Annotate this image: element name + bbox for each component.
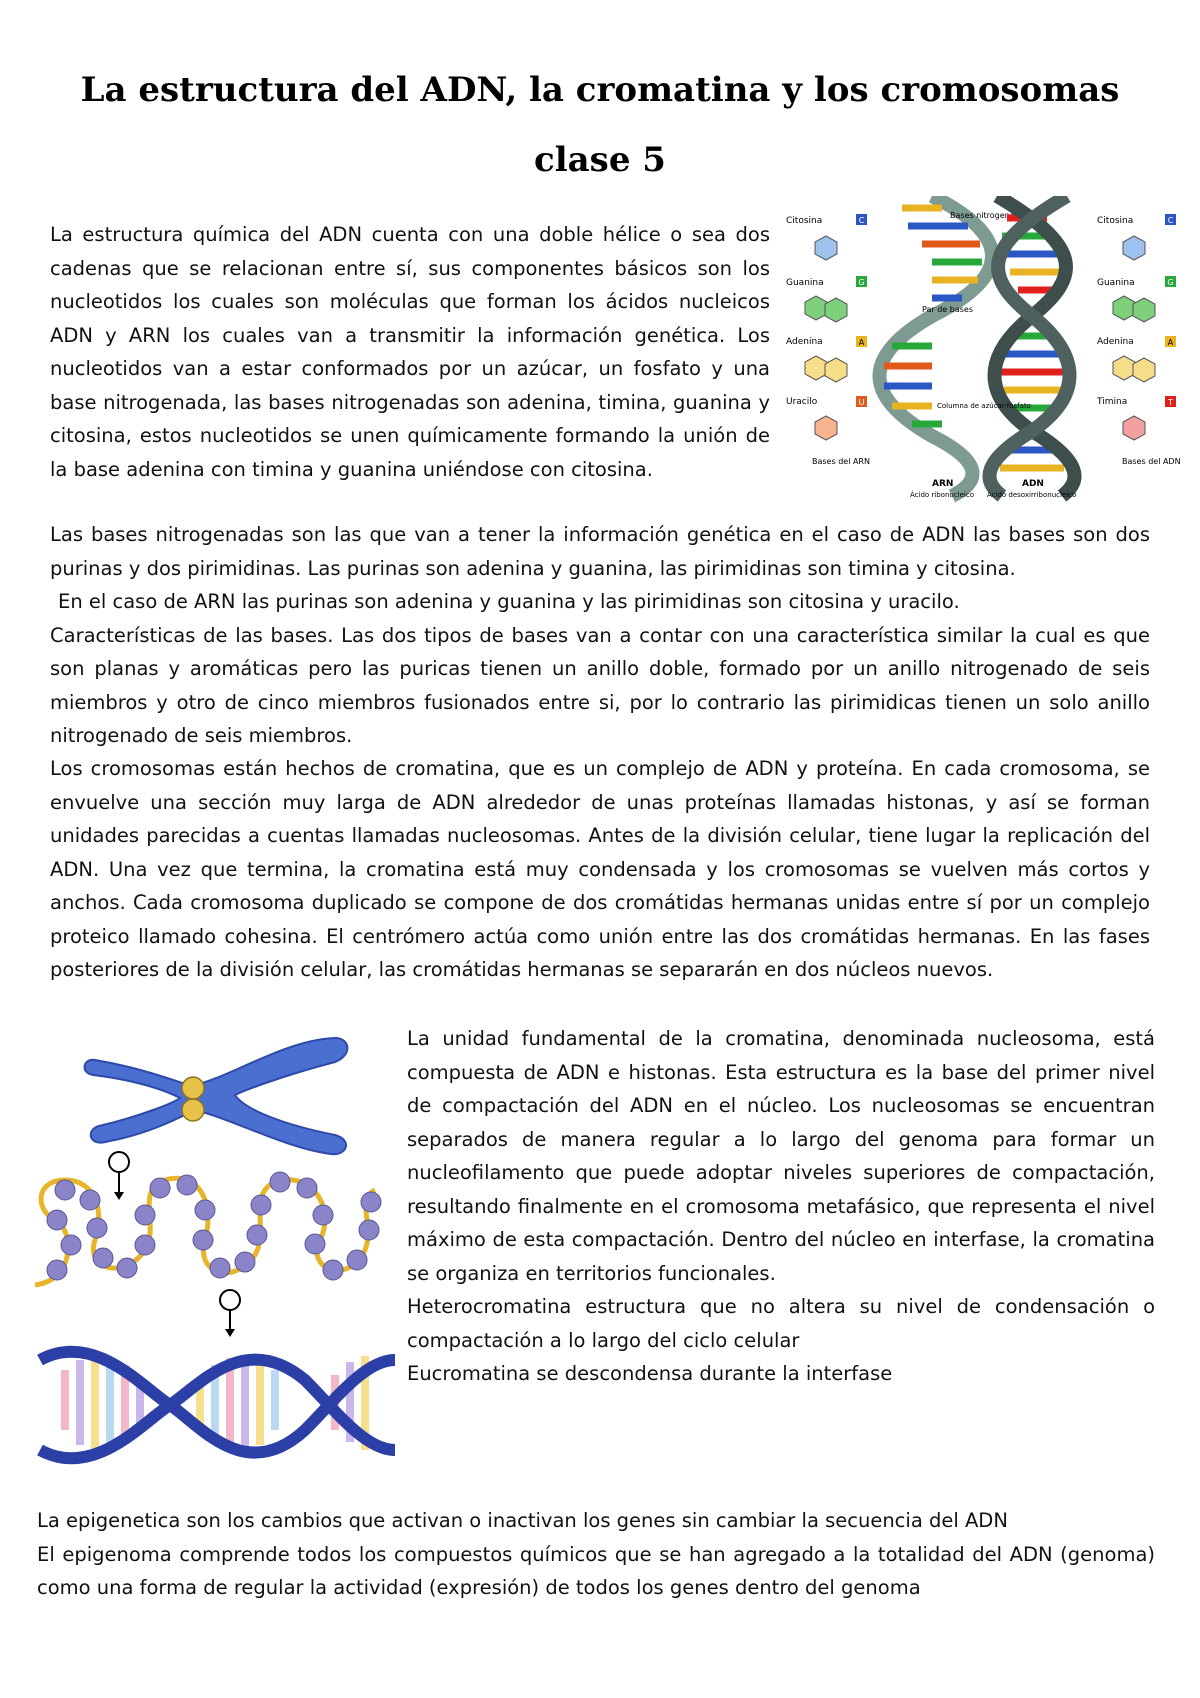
base-letter: G: [858, 278, 865, 287]
title-line-2: clase 5: [534, 140, 666, 180]
base-letter: A: [1167, 338, 1174, 347]
bases-section: [50, 518, 1150, 753]
dna-bases-caption: Bases del ADN: [1122, 457, 1181, 466]
epigenome-paragraph: El epigenoma comprende todos los compuestos químicos que se han agregado a la totalidad del ADN (genoma) como una forma de regular la actividad (expresión) de todos los genes dentro del genoma: [37, 1542, 1155, 1599]
thymine-molecule-icon: [1123, 416, 1145, 440]
dna-double-helix: [40, 1352, 395, 1459]
zoom-arrow-icon: [220, 1290, 240, 1337]
base-letter: T: [1168, 398, 1173, 407]
bases-characteristics-paragraph: Características de las bases. Las dos tipos de bases van a contar con una característica similar la cual es que son planas y aromáticas pero las puricas tienen un anillo doble, formado por un anillo nitrogenado de seis miembros y otro de cinco miembros fusionados entre si, por lo contrario las pirimidicas tienen un solo anillo nitrogenado de seis miembros.: [50, 623, 1150, 747]
label-base-pairs: Par de bases: [922, 305, 973, 314]
base-name: Citosina: [1097, 216, 1134, 226]
base-name: Uracilo: [786, 397, 818, 407]
base-name: Timina: [1097, 397, 1128, 407]
base-letter: C: [858, 216, 865, 225]
title-line-1: La estructura del ADN, la cromatina y los cromosomas: [80, 70, 1120, 110]
chromatin-compaction-figure: [35, 1030, 395, 1492]
base-name: Citosina: [786, 216, 823, 226]
epigenetics-paragraph: La epigenetica son los cambios que activan o inactivan los genes sin cambiar la secuencia del ADN: [37, 1509, 1008, 1532]
rna-bases-caption: Bases del ARN: [812, 457, 870, 466]
bases-paragraph: Las bases nitrogenadas son las que van a tener la información genética en el caso de ADN las bases son dos purinas y dos pirimidinas. Las purinas son adenina y guanina, las pirimidinas son timina y citosina.: [50, 523, 1150, 580]
epigenetics-section: [37, 1504, 1155, 1605]
cytosine-molecule-icon: [815, 236, 837, 260]
rna-title: ARN: [932, 479, 954, 489]
dna-subtitle: Ácido desoxirribonucleico: [987, 491, 1077, 499]
euchromatin-paragraph: Eucromatina se descondensa durante la interfase: [407, 1362, 893, 1385]
base-letter: G: [1167, 278, 1174, 287]
chromosome-illustration: [85, 1038, 348, 1154]
guanine-molecule-icon: [805, 296, 847, 322]
base-name: Guanina: [1097, 278, 1135, 288]
base-name: Adenina: [786, 337, 823, 347]
centromere: [182, 1077, 204, 1099]
nucleosome-fiber: [35, 1172, 381, 1285]
uracil-molecule-icon: [815, 416, 837, 440]
dna-rna-figure: [782, 196, 1182, 510]
adenine-molecule-icon: [1113, 356, 1155, 382]
cytosine-molecule-icon: [1123, 236, 1145, 260]
rna-subtitle: Ácido ribonucleico: [910, 491, 975, 499]
intro-paragraph: La estructura química del ADN cuenta con una doble hélice o sea dos cadenas que se relacionan entre sí, sus componentes básicos son los nucleotidos los cuales son moléculas que forman los ácidos nucleicos ADN y ARN los cuales van a transmitir la información genética. Los nucleotidos van a estar conformados por un azúcar, un fosfato y una base nitrogenada, las bases nitrogenadas son adenina, timina, guanina y citosina, estos nucleotidos se unen químicamente formando la unión de la base adenina con timina y guanina uniéndose con citosina.: [50, 223, 770, 481]
base-letter: A: [858, 338, 865, 347]
dna-title: ADN: [1022, 479, 1044, 489]
chromosomes-paragraph: Los cromosomas están hechos de cromatina, que es un complejo de ADN y proteína. En cada cromosoma, se envuelve una sección muy larga de ADN alrededor de unas proteínas llamadas histonas, y así se forman unidades parecidas a cuentas llamadas nucleosomas. Antes de la división celular, tiene lugar la replicación del ADN. Una vez que termina, la cromatina está muy condensada y los cromosomas se vuelven más cortos y anchos. Cada cromosoma duplicado se compone de dos cromátidas hermanas unidas entre sí por un complejo proteico llamado cohesina. El centrómero actúa como unión entre las dos cromátidas hermanas. En las fases posteriores de la división celular, las cromátidas hermanas se separarán en dos núcleos nuevos.: [50, 757, 1150, 981]
nucleosome-section: [407, 1022, 1155, 1391]
heterochromatin-paragraph: Heterocromatina estructura que no altera su nivel de condensación o compactación a lo largo del ciclo celular: [407, 1295, 1155, 1352]
label-backbone: Columna de azúcar-fosfato: [937, 402, 1031, 410]
base-letter: C: [1167, 216, 1174, 225]
base-name: Guanina: [786, 278, 824, 288]
rna-bases-paragraph: En el caso de ARN las purinas son adenina y guanina y las pirimidinas son citosina y uracilo.: [58, 590, 960, 613]
adenine-molecule-icon: [805, 356, 847, 382]
nucleosome-paragraph: La unidad fundamental de la cromatina, denominada nucleosoma, está compuesta de ADN e histonas. Esta estructura es la base del primer nivel de compactación del ADN en el núcleo. Los nucleosomas se encuentran separados de manera regular a lo largo del genoma para formar un nucleofilamento que puede adoptar niveles superiores de compactación, resultando finalmente en el cromosoma metafásico, que representa el nivel máximo de esta compactación. Dentro del núcleo en interfase, la cromatina se organiza en territorios funcionales.: [407, 1027, 1155, 1285]
guanine-molecule-icon: [1113, 296, 1155, 322]
zoom-arrow-icon: [109, 1152, 129, 1200]
label-nitrogen-bases: Bases nitrogenadas: [950, 211, 1029, 220]
base-name: Adenina: [1097, 337, 1134, 347]
rna-bases-legend: [786, 214, 870, 466]
base-letter: U: [858, 398, 865, 407]
centromere: [182, 1099, 204, 1121]
dna-bases-legend: [1096, 214, 1181, 466]
